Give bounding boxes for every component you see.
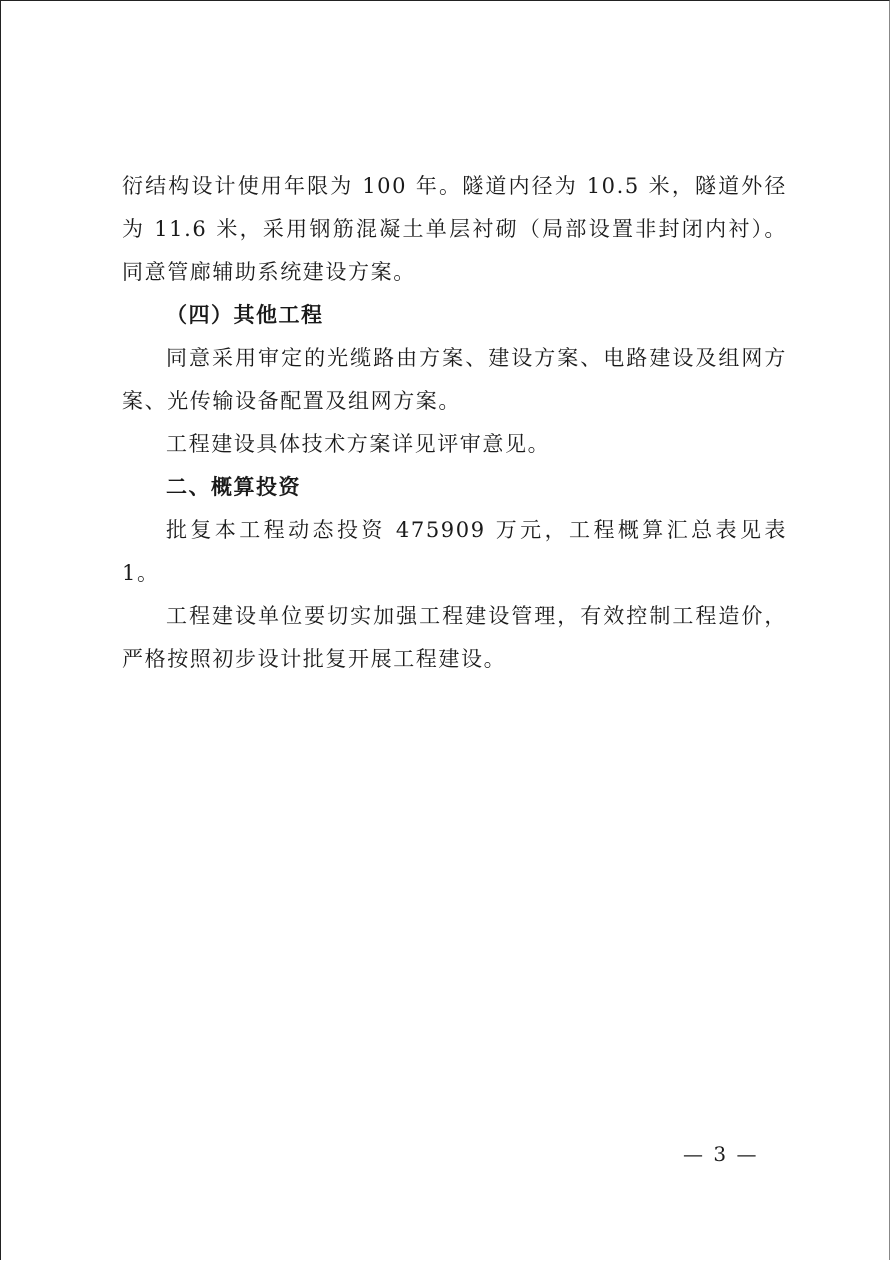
page-number: — 3 — xyxy=(683,1142,759,1166)
paragraph-optical-cable: 同意采用审定的光缆路由方案、建设方案、电路建设及组网方案、光传输设备配置及组网方案。 xyxy=(122,346,787,413)
paragraph-investment-amount: 批复本工程动态投资 475909 万元，工程概算汇总表见表 1。 xyxy=(122,518,787,585)
paragraph-technical-plan: 工程建设具体技术方案详见评审意见。 xyxy=(166,432,551,456)
paragraph-construction-management: 工程建设单位要切实加强工程建设管理，有效控制工程造价，严格按照初步设计批复开展工程建设。 xyxy=(122,604,787,671)
heading-other-works: （四）其他工程 xyxy=(166,303,324,327)
document-body xyxy=(122,165,787,681)
paragraph-structure-design: 衍结构设计使用年限为 100 年。隧道内径为 10.5 米，隧道外径为 11.6 米，采用钢筋混凝土单层衬砌（局部设置非封闭内衬）。同意管廊辅助系统建设方案。 xyxy=(122,174,787,284)
heading-budget-investment: 二、概算投资 xyxy=(166,475,301,499)
